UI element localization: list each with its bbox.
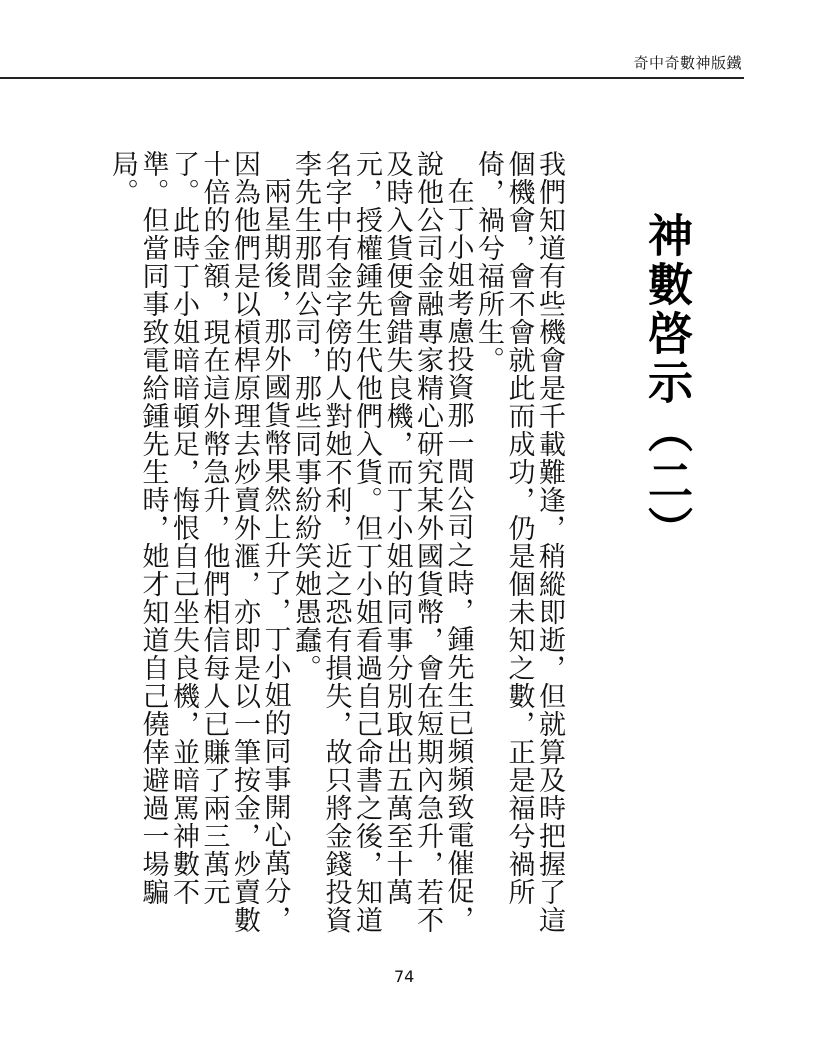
paragraph-1: 我們知道有些機會是千載難逢，稍縱即逝，但就算及時把握了這個機會，會不會就此而成功，仍是個未知之數，正是福兮禍所倚，禍兮福所生。 [473,150,565,934]
chapter-title: 神數啓示（二） [640,212,693,555]
page-number: 74 [394,967,415,986]
paragraph-2: 在丁小姐考慮投資那一間公司之時，鍾先生已頻頻致電催促，說他公司金融專家精心研究某外國貨幣，會在短期內急升，若不及時入貨便會錯失良機，而丁小姐的同事分別取出五萬至十萬元，授權鍾先生代他們入貨。但丁小姐看過自己命書之後，知道名字中有金字傍的人對她不利，近之恐有損失，故只將金錢投資李先生那間公司，那些同事紛紛笑她愚蠢。 [290,150,474,934]
header-rule [0,77,744,79]
running-header: 奇中奇數神版鐵 [633,54,742,72]
body-text [107,150,565,950]
paragraph-3: 兩星期後，那外國貨幣果然上升了，丁小姐的同事開心萬分，因為他們是以槓桿原理去炒賣外滙，亦即是以一筆按金，炒賣數十倍的金額，現在這外幣急升，他們相信每人已賺了兩三萬元了。此時丁小姐暗暗頓足，悔恨自己坐失良機，並暗罵神數不準。但當同事致電給鍾先生時，她才知道自己僥倖避過一場騙局。 [107,150,291,934]
